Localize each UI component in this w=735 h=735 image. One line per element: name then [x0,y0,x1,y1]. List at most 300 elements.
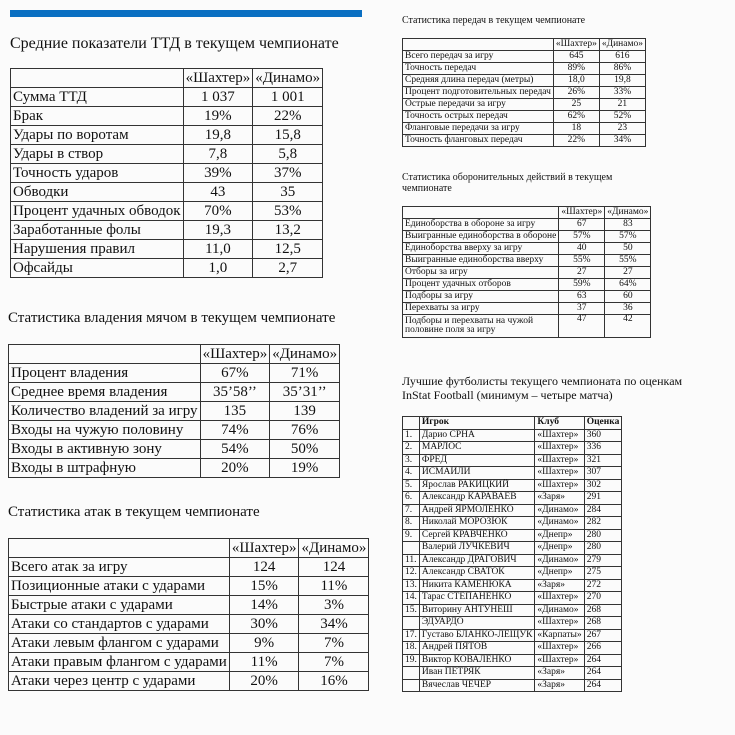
table-row [11,126,323,145]
table-cell: 264 [584,679,622,692]
table-row [11,221,323,240]
table-cell: ФРЕД [419,454,535,467]
table-cell: 12,5 [253,240,323,259]
table-cell: Средняя длина передач (метры) [403,75,554,87]
table-cell: 22% [253,107,323,126]
table-cell: Острые передачи за игру [403,99,554,111]
table-row [403,123,646,135]
table-cell: 284 [584,504,622,517]
table-row [11,202,323,221]
possession-table [8,344,340,478]
table-cell: Выигранные единоборства вверху [403,255,559,267]
table-cell: 291 [584,492,622,505]
table-cell: 9. [403,529,420,542]
table-cell: Валерий ЛУЧКЕВИЧ [419,542,535,555]
table-cell: 15. [403,604,420,617]
table-cell: Процент удачных отборов [403,279,559,291]
table-cell: 34% [299,615,369,634]
table-cell: 616 [599,51,645,63]
table-cell: 55% [605,255,651,267]
table-cell: 89% [553,63,599,75]
table-cell: 19% [183,107,253,126]
table-cell: Точность фланговых передач [403,135,554,147]
table-cell: Выигранные единоборства в обороне [403,231,559,243]
table-cell: 14. [403,592,420,605]
table-row [403,517,622,530]
column-header: Клуб [535,417,584,430]
table-cell: «Динамо» [535,504,584,517]
header-row [9,345,340,364]
table-cell: 60 [605,291,651,303]
table-cell: 645 [553,51,599,63]
table-row [403,629,622,642]
table-cell: Ярослав РАКИЦКИЙ [419,479,535,492]
table-cell: «Шахтер» [535,617,584,630]
table-row [9,558,369,577]
table-row [11,183,323,202]
table-cell: 268 [584,617,622,630]
table-cell: 4. [403,467,420,480]
table-cell: 5,8 [253,145,323,164]
table-cell: МАРЛОС [419,442,535,455]
table-cell [403,542,420,555]
table-cell: 15,8 [253,126,323,145]
column-header: Оценка [584,417,622,430]
table-cell: 20% [229,672,299,691]
table-cell: 19,8 [183,126,253,145]
column-header: «Шахтер» [229,539,299,558]
table-cell: 35 [253,183,323,202]
table-cell: Точность передач [403,63,554,75]
table-cell: 55% [559,255,605,267]
table-cell: 67 [559,219,605,231]
table-cell: 267 [584,629,622,642]
table-cell: 279 [584,554,622,567]
table-cell: 83 [605,219,651,231]
table-row [9,615,369,634]
table-cell: «Шахтер» [535,479,584,492]
table-cell: Дарио СРНА [419,429,535,442]
table-cell: 11,0 [183,240,253,259]
table-cell: «Заря» [535,667,584,680]
table-cell: 25 [553,99,599,111]
table-cell: Входы на чужую половину [9,421,201,440]
table-row [9,596,369,615]
table-row [403,504,622,517]
table-row [403,492,622,505]
table-row [9,364,340,383]
table-cell: Александр ДРАГОВИЧ [419,554,535,567]
table-cell: «Шахтер» [535,454,584,467]
table-cell: 1,0 [183,259,253,278]
table-cell: 14% [229,596,299,615]
table-cell: 15% [229,577,299,596]
table-row [9,653,369,672]
table-row [403,617,622,630]
table-cell: 266 [584,642,622,655]
table-row [403,75,646,87]
table-row [403,667,622,680]
table-row [403,467,622,480]
table-row [11,164,323,183]
table-row [403,231,651,243]
table-cell: Всего атак за игру [9,558,230,577]
table-row [9,672,369,691]
table-row [403,567,622,580]
t1-title: Средние показатели ТТД в текущем чемпионате [10,35,339,52]
table-cell: 9% [229,634,299,653]
table-cell: 40 [559,243,605,255]
table-cell: Офсайды [11,259,184,278]
table-row [403,99,646,111]
table-cell: Виторину АНТУНЕШ [419,604,535,617]
table-cell: 47 [559,315,605,338]
table-cell: Атаки через центр с ударами [9,672,230,691]
table-cell: 70% [183,202,253,221]
table-cell: «Шахтер» [535,642,584,655]
table-cell: 13. [403,579,420,592]
table-row [403,291,651,303]
table-cell: 2. [403,442,420,455]
table-cell: Никита КАМЕНЮКА [419,579,535,592]
table-row [403,592,622,605]
table-cell: 21 [599,99,645,111]
table-cell: 7% [299,634,369,653]
table-cell: «Шахтер» [535,592,584,605]
table-cell: 336 [584,442,622,455]
table-cell: 35’31’’ [270,383,340,402]
table-cell: Густаво БЛАНКО-ЛЕЩУК [419,629,535,642]
table-cell: Николай МОРОЗЮК [419,517,535,530]
column-header: «Шахтер» [200,345,270,364]
column-header: Игрок [419,417,535,430]
table-cell: Сергей КРАВЧЕНКО [419,529,535,542]
table-row [9,577,369,596]
table-cell: 19% [270,459,340,478]
table-cell: «Шахтер» [535,467,584,480]
table-cell: 124 [229,558,299,577]
table-cell: 86% [599,63,645,75]
table-cell: 30% [229,615,299,634]
table-cell: 11% [229,653,299,672]
table-row [403,267,651,279]
table-cell: ЭДУАРДО [419,617,535,630]
table-cell: 321 [584,454,622,467]
t6-title-line1: Лучшие футболисты текущего чемпионата по оценкам [402,374,683,388]
column-header: «Динамо» [253,69,323,88]
table-cell: 307 [584,467,622,480]
table-cell: 34% [599,135,645,147]
table-cell: 2,7 [253,259,323,278]
passes-table [402,38,646,147]
table-cell: 36 [605,303,651,315]
table-cell: 280 [584,542,622,555]
table-row [403,604,622,617]
table-cell: 11. [403,554,420,567]
table-cell: Точность ударов [11,164,184,183]
column-header: «Динамо» [599,39,645,51]
table-cell: «Шахтер» [535,442,584,455]
column-header [403,417,420,430]
table-cell [403,667,420,680]
table-cell: «Динамо» [535,554,584,567]
table-row [403,429,622,442]
table-cell: 43 [183,183,253,202]
table-cell: 8. [403,517,420,530]
table-row [403,554,622,567]
table-row [11,145,323,164]
table-cell: 135 [200,402,270,421]
table-row [9,634,369,653]
table-cell: 139 [270,402,340,421]
table-cell: 27 [605,267,651,279]
column-header: «Динамо» [270,345,340,364]
table-row [9,440,340,459]
table-cell: 53% [253,202,323,221]
table-cell: 16% [299,672,369,691]
table-cell: 124 [299,558,369,577]
table-row [9,459,340,478]
table-row [11,259,323,278]
t5-title [402,172,612,194]
table-cell: 42 [605,315,651,338]
table-cell: 282 [584,517,622,530]
table-cell: Всего передач за игру [403,51,554,63]
table-row [403,454,622,467]
table-cell: 17. [403,629,420,642]
table-cell: Подборы за игру [403,291,559,303]
header-row [9,539,369,558]
table-cell: Виктор КОВАЛЕНКО [419,654,535,667]
table-cell: 7. [403,504,420,517]
table-cell: Тарас СТЕПАНЕНКО [419,592,535,605]
table-cell: «Шахтер» [535,429,584,442]
table-cell: 270 [584,592,622,605]
table-row [11,107,323,126]
table-cell: Андрей ЯРМОЛЕНКО [419,504,535,517]
table-cell: 74% [200,421,270,440]
table-cell: 37 [559,303,605,315]
table-cell: 18,0 [553,75,599,87]
table-row [403,135,646,147]
table-cell: 1 001 [253,88,323,107]
table-cell: 23 [599,123,645,135]
table-cell: ИСМАИЛИ [419,467,535,480]
table-cell: Брак [11,107,184,126]
table-cell: «Днепр» [535,567,584,580]
table-cell: 302 [584,479,622,492]
table-cell: 57% [559,231,605,243]
table-cell: 22% [553,135,599,147]
table-row [403,679,622,692]
table-cell: «Карпаты» [535,629,584,642]
table-cell: «Заря» [535,492,584,505]
t6-title [402,374,682,402]
table-cell: 18. [403,642,420,655]
table-cell: Быстрые атаки с ударами [9,596,230,615]
table-cell: 35’58’’ [200,383,270,402]
column-header: «Шахтер» [183,69,253,88]
table-cell: Атаки правым флангом с ударами [9,653,230,672]
column-header [403,207,559,219]
table-cell: 3. [403,454,420,467]
table-cell: 11% [299,577,369,596]
t3-title: Статистика атак в текущем чемпионате [8,504,260,520]
column-header [403,39,554,51]
table-cell: 275 [584,567,622,580]
table-cell: 62% [553,111,599,123]
table-cell: 50% [270,440,340,459]
table-cell: 54% [200,440,270,459]
table-row [403,529,622,542]
table-cell: «Заря» [535,679,584,692]
table-cell: 1. [403,429,420,442]
table-row [11,88,323,107]
table-cell: 360 [584,429,622,442]
column-header [9,345,201,364]
table-cell: Позиционные атаки с ударами [9,577,230,596]
table-cell: 19. [403,654,420,667]
table-cell: Александр КАРАВАЕВ [419,492,535,505]
table-cell: 268 [584,604,622,617]
table-cell: Фланговые передачи за игру [403,123,554,135]
table-cell: «Заря» [535,579,584,592]
table-cell: 67% [200,364,270,383]
table-cell: 3% [299,596,369,615]
table-cell [403,617,420,630]
table-cell: 18 [553,123,599,135]
table-row [403,219,651,231]
table-row [403,479,622,492]
table-row [403,315,651,338]
table-row [9,402,340,421]
table-cell: 12. [403,567,420,580]
table-cell: 26% [553,87,599,99]
column-header: «Динамо» [299,539,369,558]
accent-bar [10,10,362,17]
table-cell: 64% [605,279,651,291]
table-cell: 6. [403,492,420,505]
table-cell: Входы в штрафную [9,459,201,478]
table-cell: Нарушения правил [11,240,184,259]
table-row [403,63,646,75]
table-cell: Подборы и перехваты на чужой половине поля за игру [403,315,559,338]
table-row [403,51,646,63]
table-cell: Заработанные фолы [11,221,184,240]
header-row [403,417,622,430]
table-cell: «Днепр» [535,542,584,555]
table-cell: 37% [253,164,323,183]
table-cell: Перехваты за игру [403,303,559,315]
table-row [403,279,651,291]
table-cell: 20% [200,459,270,478]
table-cell: 63 [559,291,605,303]
attacks-table [8,538,369,691]
table-cell: 13,2 [253,221,323,240]
players-table [402,416,622,692]
t5-title-line1: Статистика оборонительных действий в текущем [402,172,613,183]
table-row [403,542,622,555]
column-header [9,539,230,558]
table-cell: 7% [299,653,369,672]
table-row [403,111,646,123]
header-row [403,39,646,51]
table-row [403,579,622,592]
table-cell: 19,3 [183,221,253,240]
table-cell: 57% [605,231,651,243]
table-cell: 71% [270,364,340,383]
table-cell: 19,8 [599,75,645,87]
table-cell: 1 037 [183,88,253,107]
table-cell: «Днепр» [535,529,584,542]
table-cell: Иван ПЕТРЯК [419,667,535,680]
table-cell: 27 [559,267,605,279]
table-cell: 5. [403,479,420,492]
table-cell: Атаки со стандартов с ударами [9,615,230,634]
table-cell: «Динамо» [535,517,584,530]
table-row [403,243,651,255]
table-cell [403,679,420,692]
t2-title: Статистика владения мячом в текущем чемпионате [8,310,336,326]
table-row [403,442,622,455]
table-cell: 50 [605,243,651,255]
table-cell: 33% [599,87,645,99]
table-cell: 264 [584,654,622,667]
table-row [403,87,646,99]
header-row [403,207,651,219]
table-row [403,303,651,315]
table-cell: Сумма ТТД [11,88,184,107]
table-cell: 272 [584,579,622,592]
t4-title: Статистика передач в текущем чемпионате [402,15,586,26]
table-cell: Процент удачных обводок [11,202,184,221]
table-row [9,383,340,402]
table-cell: Отборы за игру [403,267,559,279]
table-row [9,421,340,440]
table-cell: Удары по воротам [11,126,184,145]
table-cell: Процент подготовительных передач [403,87,554,99]
table-cell: Обводки [11,183,184,202]
column-header [11,69,184,88]
table-row [403,654,622,667]
table-cell: Точность острых передач [403,111,554,123]
t5-title-line2: чемпионате [402,183,452,194]
table-cell: Единоборства вверху за игру [403,243,559,255]
table-cell: Вячеслав ЧЕЧЕР [419,679,535,692]
table-cell: 264 [584,667,622,680]
table-cell: Входы в активную зону [9,440,201,459]
table-cell: 76% [270,421,340,440]
table-row [11,240,323,259]
t6-title-line2: InStat Football (минимум – четыре матча) [402,388,613,402]
column-header: «Динамо» [605,207,651,219]
ttd-table [10,68,323,278]
table-row [403,255,651,267]
column-header: «Шахтер» [559,207,605,219]
column-header: «Шахтер» [553,39,599,51]
table-cell: Андрей ПЯТОВ [419,642,535,655]
header-row [11,69,323,88]
table-cell: «Шахтер» [535,654,584,667]
table-row [403,642,622,655]
table-cell: Удары в створ [11,145,184,164]
table-cell: «Динамо» [535,604,584,617]
table-cell: 280 [584,529,622,542]
table-cell: Среднее время владения [9,383,201,402]
table-cell: 7,8 [183,145,253,164]
defense-table [402,206,651,338]
table-cell: Александр СВАТОК [419,567,535,580]
